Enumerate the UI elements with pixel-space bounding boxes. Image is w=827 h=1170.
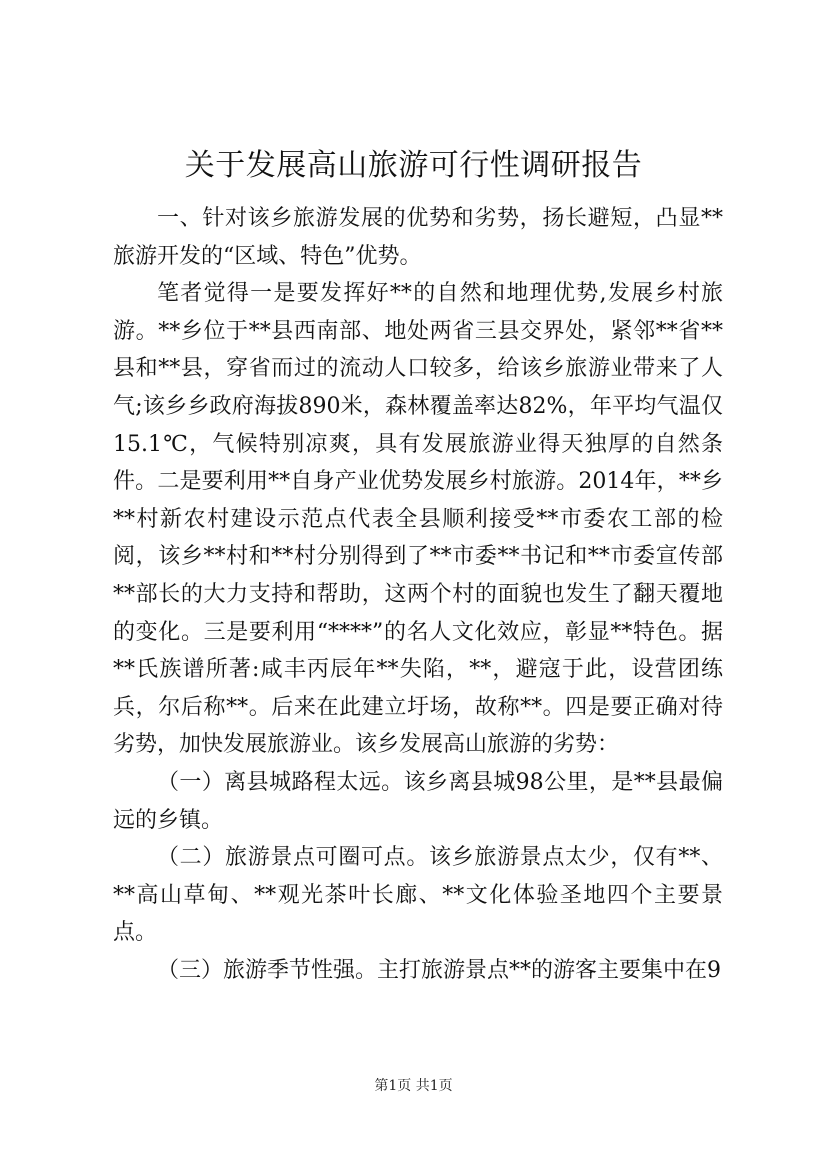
paragraph-5: （三）旅游季节性强。主打旅游景点**的游客主要集中在9 [157, 957, 721, 983]
paragraph-4: （二）旅游景点可圈可点。该乡旅游景点太少，仅有**、**高山草甸、**观光茶叶长廊、**文化体验圣地四个主要景点。 [113, 845, 723, 946]
paragraph-1: 一、针对该乡旅游发展的优势和劣势，扬长避短，凸显**旅游开发的“区域、特色”优势。 [113, 206, 723, 269]
paragraph-2: 笔者觉得一是要发挥好**的自然和地理优势,发展乡村旅游。**乡位于**县西南部、地处两省三县交界处，紧邻**省**县和**县，穿省而过的流动人口较多，给该乡旅游业带来了人气;该乡乡政府海拔890米，森林覆盖率达82%，年平均气温仅15.1℃，气候特别凉爽，具有发展旅游业得天独厚的自然条件。二是要利用**自身产业优势发展乡村旅游。2014年，**乡**村新农村建设示范点代表全县顺利接受**市委农工部的检阅，该乡**村和**村分别得到了**市委**书记和**市委宣传部**部长的大力支持和帮助，这两个村的面貌也发生了翻天覆地的变化。三是要利用“****”的名人文化效应，彰显**特色。据**氏族谱所著:咸丰丙辰年**失陷，**，避寇于此，设营团练兵，尔后称**。后来在此建立圩场，故称**。四是要正确对待劣势，加快发展旅游业。该乡发展高山旅游的劣势： [113, 281, 723, 758]
paragraph-3: （一）离县城路程太远。该乡离县城98公里，是**县最偏远的乡镇。 [113, 769, 723, 833]
page-footer: 第1页 共1页 [374, 1078, 453, 1094]
document-title: 关于发展高山旅游可行性调研报告 [184, 148, 643, 183]
document-body [113, 200, 723, 989]
